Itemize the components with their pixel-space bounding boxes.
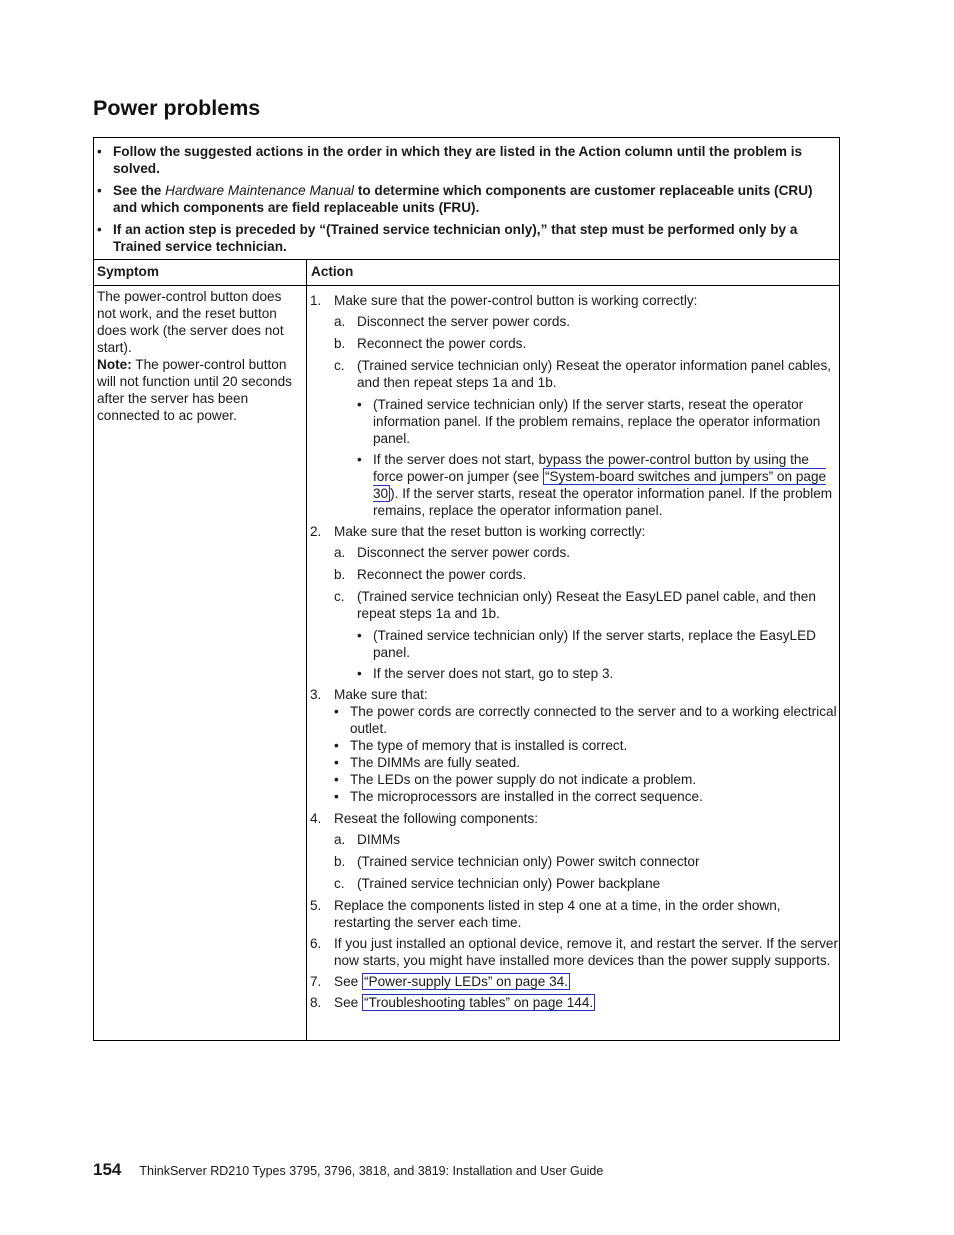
action-substep: a. Disconnect the server power cords. — [334, 545, 571, 560]
instruction-note — [97, 143, 833, 177]
link-power-supply-leds[interactable]: “Power-supply LEDs” on page 34. — [363, 974, 568, 989]
symptom-cell — [97, 288, 303, 424]
footer-title: ThinkServer RD210 Types 3795, 3796, 3818, and 3819: Installation and User Guide — [139, 1164, 604, 1178]
action-substep: a. Disconnect the server power cords. — [334, 314, 571, 329]
bullet: • — [97, 144, 102, 159]
action-step: 4. Reseat the following components: — [310, 811, 539, 826]
instructions-box — [94, 138, 839, 259]
action-header: Action — [311, 264, 354, 279]
action-substep: c. (Trained service technician only) Reseat the operator information panel cables, and then repeat steps 1a and 1b. — [334, 358, 832, 390]
action-bullet: • (Trained service technician only) If the server starts, replace the EasyLED panel. — [357, 628, 816, 660]
instruction-note — [97, 221, 833, 255]
action-step: 7. See “Power-supply LEDs” on page 34. — [310, 974, 568, 989]
instruction-note — [97, 182, 833, 216]
page-footer — [93, 1160, 603, 1180]
action-step: 2. Make sure that the reset button is working correctly: — [310, 524, 646, 539]
power-problems-table — [93, 137, 840, 1041]
action-substep: b. (Trained service technician only) Power switch connector — [334, 854, 700, 869]
column-divider — [306, 259, 307, 1040]
note-text: See the Hardware Maintenance Manual to determine which components are customer replaceable units (CRU) and which components are field replaceable units (FRU). — [113, 183, 813, 215]
link-troubleshooting-tables[interactable]: “Troubleshooting tables” on page 144. — [363, 995, 594, 1010]
action-substep: b. Reconnect the power cords. — [334, 336, 527, 351]
action-bullet: • (Trained service technician only) If the server starts, reseat the operator information panel. If the problem remains, replace the operator information panel. — [357, 397, 821, 446]
check-item: • The type of memory that is installed is correct. — [334, 738, 628, 753]
action-bullet: • If the server does not start, bypass the power-control button by using the force power-on jumper (see “System-board switches and jumpers” on page 30 ). If the server starts, reseat the operator information panel. If the problem remains, replace the operator information panel. — [357, 452, 833, 518]
link-system-board-jumpers[interactable]: “System-board switches and jumpers” on page 30 — [373, 469, 827, 501]
checklist — [310, 703, 840, 805]
check-item: • The power cords are correctly connected to the server and to a working electrical outlet. — [334, 704, 837, 736]
bullet: • — [97, 183, 102, 198]
action-step: 1. Make sure that the power-control button is working correctly: — [310, 293, 698, 308]
action-substep: a. DIMMs — [334, 832, 401, 847]
bullet: • — [97, 222, 102, 237]
action-substep: c. (Trained service technician only) Reseat the EasyLED panel cable, and then repeat steps 1a and 1b. — [334, 589, 816, 621]
action-substep: c. (Trained service technician only) Power backplane — [334, 876, 661, 891]
symptom-header: Symptom — [97, 264, 159, 279]
check-item: • The DIMMs are fully seated. — [334, 755, 520, 770]
action-step: 8. See “Troubleshooting tables” on page 144. — [310, 995, 594, 1010]
manual-title: Hardware Maintenance Manual — [165, 183, 355, 198]
page-number: 154 — [93, 1160, 122, 1179]
note-text: If an action step is preceded by “(Trained service technician only),” that step must be performed only by a Trained service technician. — [113, 222, 798, 254]
action-bullet: • If the server does not start, go to step 3. — [357, 666, 614, 681]
note-text: The power-control button will not function until 20 seconds after the server has been connected to ac power. — [97, 357, 292, 423]
table-header — [94, 259, 839, 286]
check-item: • The LEDs on the power supply do not indicate a problem. — [334, 772, 697, 787]
action-step: 3. Make sure that: — [310, 687, 428, 702]
symptom-text: The power-control button does not work, and the reset button does work (the server does not start). — [97, 289, 284, 355]
note-label: Note: — [97, 357, 132, 372]
action-step: 6. If you just installed an optional device, remove it, and restart the server. If the server now starts, you might have installed more devices than the power supply supports. — [310, 936, 838, 968]
action-step: 5. Replace the components listed in step 4 one at a time, in the order shown, restarting the server each time. — [310, 898, 781, 930]
action-substep: b. Reconnect the power cords. — [334, 567, 527, 582]
page-title: Power problems — [93, 96, 261, 120]
note-text: Follow the suggested actions in the order in which they are listed in the Action column until the problem is solved. — [113, 144, 803, 176]
check-item: • The microprocessors are installed in the correct sequence. — [334, 789, 703, 804]
action-cell — [310, 292, 840, 1015]
